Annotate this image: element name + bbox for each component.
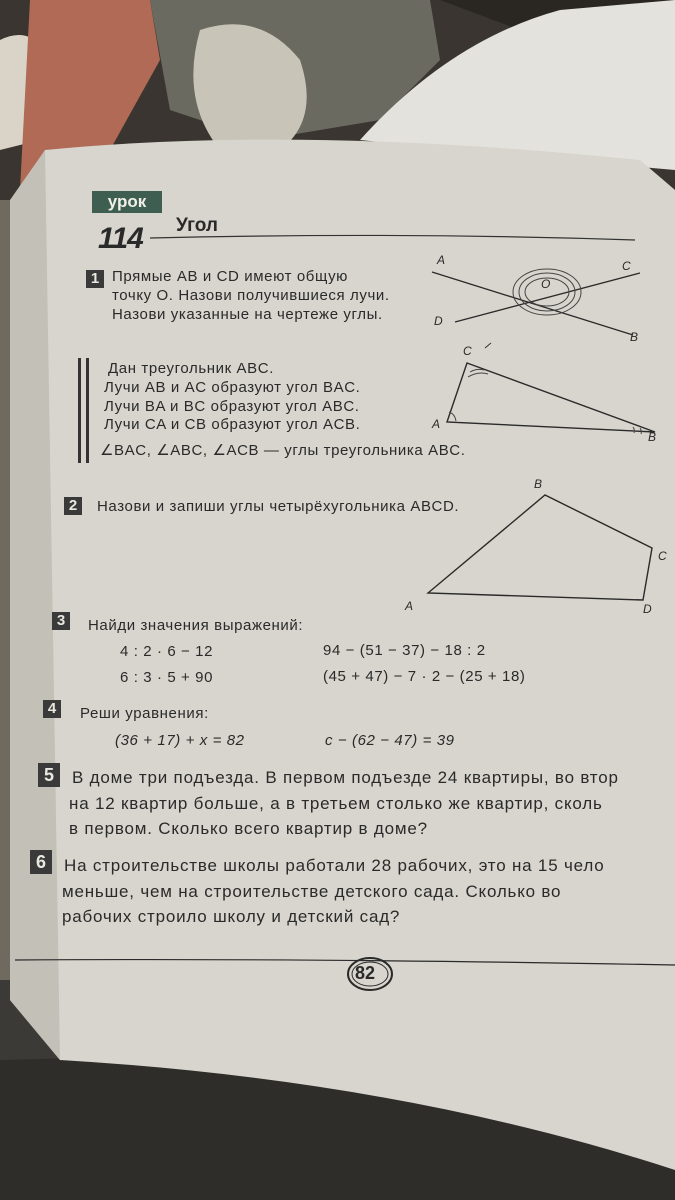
fig1-label-d: D bbox=[434, 314, 443, 328]
lesson-title: Угол bbox=[176, 215, 218, 236]
task5-line-2: на 12 квартир больше, а в третьем столько же квартир, сколь bbox=[69, 794, 603, 813]
triangle-label-c: C bbox=[463, 344, 472, 358]
task3-text: Найди значения выражений: bbox=[88, 617, 304, 634]
task3-expr-2: 6 : 3 · 5 + 90 bbox=[120, 669, 214, 686]
fig1-label-b: B bbox=[630, 330, 639, 344]
fig1-label-o: O bbox=[541, 277, 551, 291]
quad-label-a: A bbox=[405, 599, 414, 613]
task4-number: 4 bbox=[43, 700, 61, 718]
lesson-label: урок bbox=[92, 191, 162, 213]
task5-line-3: в первом. Сколько всего квартир в доме? bbox=[69, 819, 428, 838]
triangle-label-a: A bbox=[432, 417, 441, 431]
task1-line-1: Прямые AB и CD имеют общую bbox=[112, 268, 349, 285]
theory-summary: ∠BAC, ∠ABC, ∠ACB — углы треугольника ABC. bbox=[100, 442, 466, 459]
quad-label-c: C bbox=[658, 549, 667, 563]
task4-text: Реши уравнения: bbox=[80, 705, 209, 722]
theory-line-4: Лучи CA и CB образуют угол ACB. bbox=[104, 416, 361, 433]
task4-eq-2: c − (62 − 47) = 39 bbox=[325, 732, 455, 749]
task5-number: 5 bbox=[38, 763, 60, 787]
theory-line-1: Дан треугольник ABC. bbox=[108, 360, 274, 377]
theory-line-3: Лучи BA и BC образуют угол ABC. bbox=[104, 398, 360, 415]
task6-line-3: рабочих строило школу и детский сад? bbox=[62, 907, 401, 926]
task6-number: 6 bbox=[30, 850, 52, 874]
fig1-label-c: C bbox=[622, 259, 631, 273]
task6-line-2: меньше, чем на строительстве детского сада. Сколько во bbox=[62, 882, 562, 901]
page-number: 82 bbox=[355, 963, 376, 983]
task5-line-1: В доме три подъезда. В первом подъезде 24 квартиры, во втор bbox=[72, 768, 619, 787]
task2-number: 2 bbox=[64, 497, 82, 515]
task3-expr-1: 4 : 2 · 6 − 12 bbox=[120, 643, 214, 660]
task3-expr-4: (45 + 47) − 7 · 2 − (25 + 18) bbox=[323, 668, 526, 685]
lesson-number: 114 bbox=[98, 222, 143, 255]
task1-number: 1 bbox=[86, 270, 104, 288]
task6-line-1: На строительстве школы работали 28 рабочих, это на 15 чело bbox=[64, 856, 605, 875]
task1-line-3: Назови указанные на чертеже углы. bbox=[112, 306, 383, 323]
fig1-label-a: A bbox=[437, 253, 446, 267]
quad-label-b: B bbox=[534, 477, 543, 491]
quad-label-d: D bbox=[643, 602, 652, 616]
task3-number: 3 bbox=[52, 612, 70, 630]
theory-line-2: Лучи AB и AC образуют угол BAC. bbox=[104, 379, 361, 396]
task4-eq-1: (36 + 17) + x = 82 bbox=[115, 732, 245, 749]
task1-line-2: точку O. Назови получившиеся лучи. bbox=[112, 287, 390, 304]
task3-expr-3: 94 − (51 − 37) − 18 : 2 bbox=[323, 642, 486, 659]
triangle-label-b: B bbox=[648, 430, 657, 444]
task2-text: Назови и запиши углы четырёхугольника ABCD. bbox=[97, 498, 460, 515]
